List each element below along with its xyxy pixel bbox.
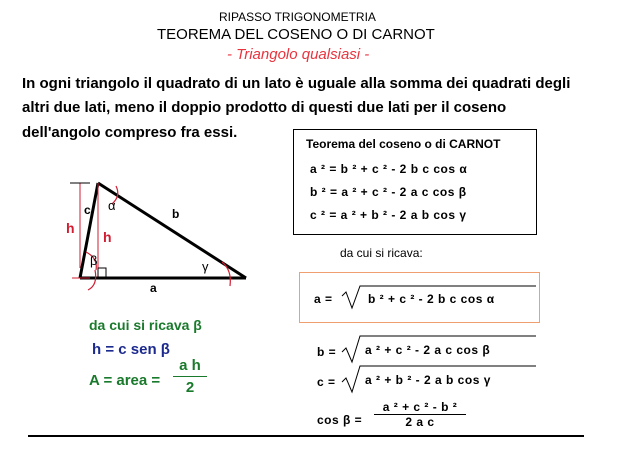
area-lhs: A = area = <box>89 372 161 389</box>
label-a: a <box>150 281 157 295</box>
h-formula: h = c sen β <box>92 341 170 358</box>
cos-lhs: cos β = <box>317 413 363 427</box>
area-numerator: a h <box>179 357 201 374</box>
theorem-formula-c: c ² = a ² + b ² - 2 a b cos γ <box>310 208 467 222</box>
label-beta: β <box>90 253 98 268</box>
formula-c-lhs: c = <box>317 375 336 389</box>
area-fraction-bar <box>173 376 207 377</box>
formula-b-radicand: a ² + c ² - 2 a c cos β <box>365 343 491 357</box>
theorem-box-title: Teorema del coseno o di CARNOT <box>306 137 501 151</box>
formula-c-radicand: a ² + b ² - 2 a b cos γ <box>365 373 491 387</box>
theorem-formula-a: a ² = b ² + c ² - 2 b c cos α <box>310 162 468 176</box>
formula-a-lhs: a = <box>314 292 333 306</box>
area-denominator: 2 <box>185 379 195 396</box>
label-h-outer: h <box>66 220 75 236</box>
bottom-rule <box>28 435 584 437</box>
radical-b <box>342 336 536 362</box>
left-derived-caption: da cui si ricava β <box>89 317 202 333</box>
area-fraction <box>173 357 207 396</box>
label-b: b <box>172 207 180 221</box>
label-alpha: α <box>108 198 116 213</box>
page-title: TEOREMA DEL COSENO O DI CARNOT <box>157 26 435 43</box>
label-h-inner: h <box>103 229 112 245</box>
derived-caption: da cui si ricava: <box>340 246 423 260</box>
page-supertitle: RIPASSO TRIGONOMETRIA <box>219 10 376 24</box>
intro-line-3: dell'angolo compreso fra essi. <box>22 124 238 141</box>
formula-b-lhs: b = <box>317 345 337 359</box>
label-c: c <box>84 203 91 217</box>
theorem-formula-b: b ² = a ² + c ² - 2 a c cos β <box>310 185 467 199</box>
formula-a-radicand: b ² + c ² - 2 b c cos α <box>368 292 495 306</box>
label-gamma: γ <box>202 259 209 274</box>
page-subtitle: - Triangolo qualsiasi - <box>227 46 370 63</box>
cos-fraction <box>374 400 466 429</box>
radical-a <box>342 286 536 308</box>
radical-c <box>342 366 536 392</box>
intro-line-1: In ogni triangolo il quadrato di un lato è uguale alla somma dei quadrati degli <box>22 75 571 92</box>
intro-line-2: altri due lati, meno il doppio prodotto di questi due lati per il coseno <box>22 99 507 116</box>
cos-denominator: 2 a c <box>405 415 435 429</box>
cos-numerator: a ² + c ² - b ² <box>382 400 458 414</box>
